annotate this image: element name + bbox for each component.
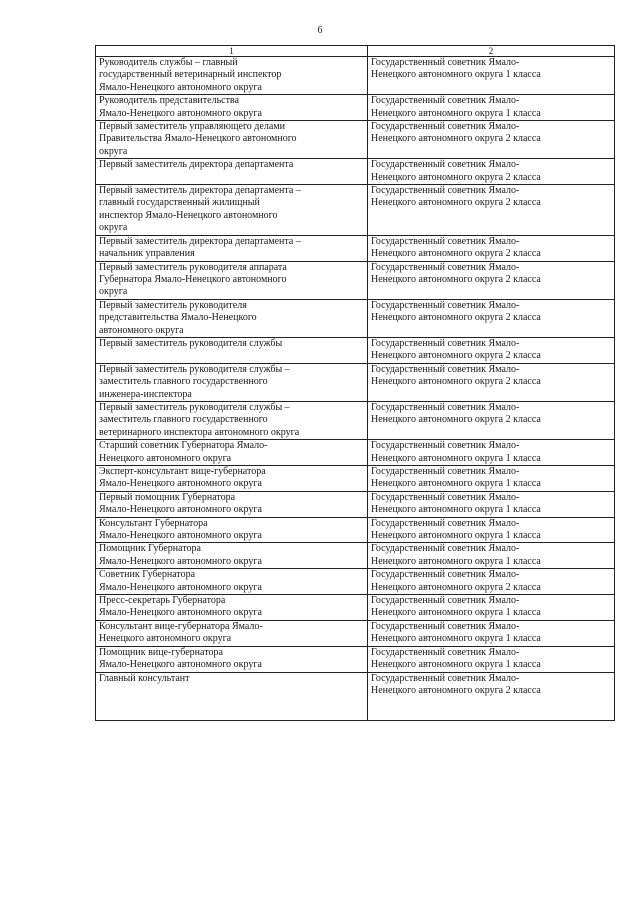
rank-cell <box>368 185 615 236</box>
position-cell <box>96 121 368 159</box>
class-rank: Государственный советник Ямало- Ненецкого автономного округа 1 класса <box>371 491 541 516</box>
class-rank: Государственный советник Ямало- Ненецкого автономного округа 1 класса <box>371 646 541 671</box>
table-row <box>96 569 615 595</box>
rank-cell <box>368 543 615 569</box>
class-rank: Государственный советник Ямало- Ненецкого автономного округа 1 класса <box>371 543 541 567</box>
position-title: Помощник вице-губернатора Ямало-Ненецкого автономного округа <box>99 646 262 671</box>
position-title: Главный консультант <box>99 672 190 684</box>
position-cell <box>96 543 368 569</box>
position-cell <box>96 363 368 401</box>
rank-cell <box>368 440 615 466</box>
table-row <box>96 121 615 159</box>
rank-cell <box>368 159 615 185</box>
position-cell <box>96 466 368 492</box>
class-rank: Государственный советник Ямало- Ненецкого автономного округа 2 класса <box>371 235 541 260</box>
table-row <box>96 299 615 337</box>
position-cell <box>96 185 368 236</box>
rank-cell <box>368 401 615 439</box>
position-title: Первый заместитель директора департамента – главный государственный жилищный инспектор Ямало-Ненецкого автономного округа <box>99 185 301 234</box>
table-row <box>96 185 615 236</box>
positions-table <box>95 45 615 721</box>
table-row <box>96 620 615 646</box>
position-title: Первый заместитель руководителя службы – заместитель главного государственного инженера-инспектора <box>99 363 290 400</box>
table-row <box>96 261 615 299</box>
position-cell <box>96 620 368 646</box>
table-row <box>96 95 615 121</box>
position-cell <box>96 159 368 185</box>
table-row <box>96 646 615 672</box>
position-title: Консультант Губернатора Ямало-Ненецкого автономного округа <box>99 517 262 542</box>
position-title: Первый помощник Губернатора Ямало-Ненецкого автономного округа <box>99 491 262 516</box>
position-title: Консультант вице-губернатора Ямало- Ненецкого автономного округа <box>99 620 263 645</box>
position-title: Руководитель службы – главный государственный ветеринарный инспектор Ямало-Ненецкого автономного округа <box>99 57 282 93</box>
class-rank: Государственный советник Ямало- Ненецкого автономного округа 1 класса <box>371 57 541 81</box>
class-rank: Государственный советник Ямало- Ненецкого автономного округа 1 класса <box>371 440 541 464</box>
class-rank: Государственный советник Ямало- Ненецкого автономного округа 1 класса <box>371 466 541 490</box>
position-cell <box>96 299 368 337</box>
class-rank: Государственный советник Ямало- Ненецкого автономного округа 1 класса <box>371 517 541 542</box>
table-row <box>96 401 615 439</box>
position-cell <box>96 672 368 720</box>
rank-cell <box>368 517 615 543</box>
column-number-1: 1 <box>96 46 368 57</box>
table-body <box>96 46 615 721</box>
rank-cell <box>368 646 615 672</box>
class-rank: Государственный советник Ямало- Ненецкого автономного округа 2 класса <box>371 337 541 362</box>
class-rank: Государственный советник Ямало- Ненецкого автономного округа 2 класса <box>371 569 541 593</box>
table-row <box>96 440 615 466</box>
page-number: 6 <box>317 25 323 36</box>
position-cell <box>96 646 368 672</box>
position-title: Первый заместитель руководителя службы – заместитель главного государственного ветеринарного инспектора автономного округа <box>99 401 300 438</box>
class-rank: Государственный советник Ямало- Ненецкого автономного округа 2 класса <box>371 401 541 426</box>
position-title: Пресс-секретарь Губернатора Ямало-Ненецкого автономного округа <box>99 595 262 619</box>
class-rank: Государственный советник Ямало- Ненецкого автономного округа 2 класса <box>371 363 541 388</box>
position-title: Советник Губернатора Ямало-Ненецкого автономного округа <box>99 569 262 593</box>
position-cell <box>96 491 368 517</box>
rank-cell <box>368 595 615 621</box>
rank-cell <box>368 466 615 492</box>
table-row <box>96 337 615 363</box>
position-title: Руководитель представительства Ямало-Ненецкого автономного округа <box>99 95 262 119</box>
table-row <box>96 363 615 401</box>
position-cell <box>96 517 368 543</box>
class-rank: Государственный советник Ямало- Ненецкого автономного округа 2 класса <box>371 185 541 209</box>
position-cell <box>96 235 368 261</box>
class-rank: Государственный советник Ямало- Ненецкого автономного округа 1 класса <box>371 620 541 645</box>
table-row <box>96 57 615 95</box>
rank-cell <box>368 57 615 95</box>
class-rank: Государственный советник Ямало- Ненецкого автономного округа 2 класса <box>371 121 541 145</box>
position-title: Первый заместитель директора департамента – начальник управления <box>99 235 301 260</box>
table-row <box>96 235 615 261</box>
rank-cell <box>368 235 615 261</box>
table-row <box>96 672 615 720</box>
rank-cell <box>368 363 615 401</box>
position-cell <box>96 57 368 95</box>
class-rank: Государственный советник Ямало- Ненецкого автономного округа 2 класса <box>371 672 541 696</box>
class-rank: Государственный советник Ямало- Ненецкого автономного округа 2 класса <box>371 299 541 324</box>
rank-cell <box>368 121 615 159</box>
class-rank: Государственный советник Ямало- Ненецкого автономного округа 1 класса <box>371 95 541 119</box>
rank-cell <box>368 620 615 646</box>
rank-cell <box>368 569 615 595</box>
table-row <box>96 543 615 569</box>
class-rank: Государственный советник Ямало- Ненецкого автономного округа 1 класса <box>371 595 541 619</box>
position-cell <box>96 401 368 439</box>
table-row <box>96 595 615 621</box>
position-cell <box>96 337 368 363</box>
table-row <box>96 491 615 517</box>
position-cell <box>96 440 368 466</box>
table-row <box>96 517 615 543</box>
class-rank: Государственный советник Ямало- Ненецкого автономного округа 2 класса <box>371 159 541 183</box>
position-cell <box>96 95 368 121</box>
position-cell <box>96 595 368 621</box>
rank-cell <box>368 672 615 720</box>
table-row <box>96 159 615 185</box>
rank-cell <box>368 299 615 337</box>
table-row <box>96 466 615 492</box>
table-header-row <box>96 46 615 57</box>
rank-cell <box>368 491 615 517</box>
position-title: Первый заместитель руководителя службы <box>99 337 283 349</box>
position-title: Эксперт-консультант вице-губернатора Ямало-Ненецкого автономного округа <box>99 466 266 490</box>
position-title: Старший советник Губернатора Ямало- Ненецкого автономного округа <box>99 440 268 464</box>
rank-cell <box>368 261 615 299</box>
position-title: Первый заместитель руководителя аппарата Губернатора Ямало-Ненецкого автономного округа <box>99 261 287 298</box>
position-title: Первый заместитель управляющего делами Правительства Ямало-Ненецкого автономного округа <box>99 121 297 157</box>
rank-cell <box>368 95 615 121</box>
position-title: Помощник Губернатора Ямало-Ненецкого автономного округа <box>99 543 262 567</box>
class-rank: Государственный советник Ямало- Ненецкого автономного округа 2 класса <box>371 261 541 285</box>
rank-cell <box>368 337 615 363</box>
position-title: Первый заместитель директора департамента <box>99 159 294 171</box>
position-title: Первый заместитель руководителя представительства Ямало-Ненецкого автономного округа <box>99 299 257 336</box>
position-cell <box>96 569 368 595</box>
position-cell <box>96 261 368 299</box>
column-number-2: 2 <box>368 46 615 57</box>
